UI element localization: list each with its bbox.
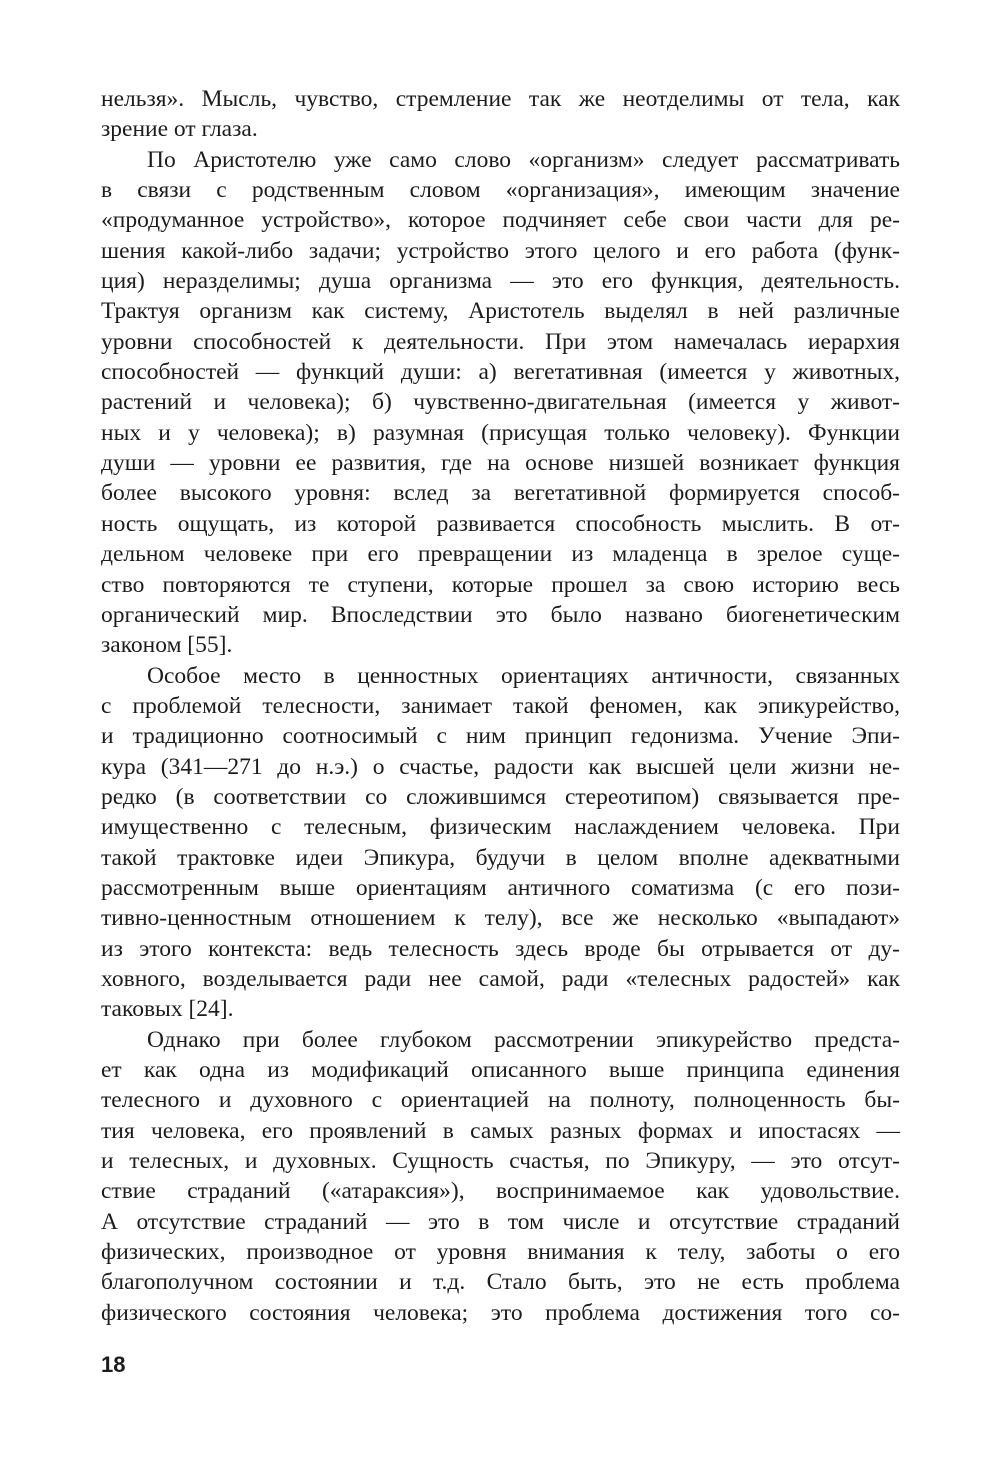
text-line: более высокого уровня: вслед за вегетативной формируется способ- (101, 480, 900, 507)
text-line: из этого контекста: ведь телесность здесь вроде бы отрывается от ду- (101, 935, 900, 962)
text-line: с проблемой телесности, занимает такой феномен, как эпикурейство, (101, 692, 900, 719)
text-line: имущественно с телесным, физическим наслаждением человека. При (101, 814, 900, 841)
text-line: По Аристотелю уже само слово «организм» следует рассматривать (147, 146, 900, 173)
text-line: физических, производное от уровня внимания к телу, заботы о его (101, 1239, 900, 1266)
text-line: кура (341—271 до н.э.) о счастье, радости как высшей цели жизни не- (101, 753, 900, 780)
text-line: уровни способностей к деятельности. При этом намечалась иерархия (101, 328, 900, 355)
text-line: души — уровни ее развития, где на основе низшей возникает функция (101, 450, 900, 477)
text-line: «продуманное устройство», которое подчиняет себе свои части для ре- (101, 207, 900, 234)
text-line: и традиционно соотносимый с ним принцип гедонизма. Учение Эпи- (101, 723, 900, 750)
text-line: органический мир. Впоследствии это было названо биогенетическим (101, 601, 900, 628)
text-line: и телесных, и духовных. Сущность счастья, по Эпикуру, — это отсут- (101, 1148, 900, 1175)
paragraph-4 (101, 1025, 900, 1328)
text-line: рассмотренным выше ориентациям античного соматизма (с его пози- (101, 874, 900, 901)
text-line: нельзя». Мысль, чувство, стремление так же неотделимы от тела, как (101, 86, 900, 112)
text-line: ство повторяются те ступени, которые прошел за свою историю весь (101, 571, 900, 598)
text-line: ховного, возделывается ради нее самой, ради «телесных радостей» как (101, 965, 900, 992)
text-line: такой трактовке идеи Эпикура, будучи в целом вполне адекватными (101, 844, 900, 871)
text-line: законом [55]. (101, 632, 233, 659)
text-line: А отсутствие страданий — это в том числе и отсутствие страданий (101, 1208, 900, 1235)
text-line: ных и у человека); в) разумная (присущая только человеку). Функции (101, 419, 900, 446)
text-line: Особое место в ценностных ориентациях античности, связанных (147, 662, 900, 689)
paragraph-2 (101, 145, 900, 661)
text-line: Однако при более глубоком рассмотрении эпикурейство предста- (147, 1026, 900, 1053)
text-line: дельном человеке при его превращении из младенца в зрелое суще- (101, 541, 900, 568)
text-line: таковых [24]. (101, 996, 234, 1023)
text-line: ет как одна из модификаций описанного выше принципа единения (101, 1057, 900, 1083)
text-line: в связи с родственным словом «организация», имеющим значение (101, 177, 900, 204)
paragraph-3 (101, 661, 900, 1025)
text-line: ция) неразделимы; душа организма — это его функция, деятельность. (101, 268, 900, 295)
text-line: благополучном состоянии и т.д. Стало быть, это не есть проблема (101, 1269, 900, 1296)
text-line: ствие страданий («атараксия»), воспринимаемое как удовольствие. (101, 1178, 900, 1205)
page-number: 18 (101, 1352, 126, 1377)
text-line: способностей — функций души: а) вегетативная (имеется у животных, (101, 359, 900, 386)
text-line: ность ощущать, из которой развивается способность мыслить. В от- (101, 510, 900, 537)
text-line: растений и человека); б) чувственно-двигательная (имеется у живот- (101, 389, 900, 416)
text-line: телесного и духовного с ориентацией на полноту, полноценность бы- (101, 1087, 900, 1114)
paragraph-1 (101, 84, 900, 145)
text-line: Трактуя организм как систему, Аристотель выделял в ней различные (101, 298, 900, 325)
text-line: шения какой-либо задачи; устройство этого целого и его работа (функ- (101, 237, 900, 264)
text-line: тивно-ценностным отношением к телу), все же несколько «выпадают» (101, 905, 900, 932)
page-text-block (101, 84, 900, 1328)
text-line: тия человека, его проявлений в самых разных формах и ипостасях — (101, 1117, 900, 1144)
text-line: редко (в соответствии со сложившимся стереотипом) связывается пре- (101, 783, 900, 810)
text-line: зрение от глаза. (101, 116, 258, 143)
text-line: физического состояния человека; это проблема достижения того со- (101, 1299, 900, 1326)
